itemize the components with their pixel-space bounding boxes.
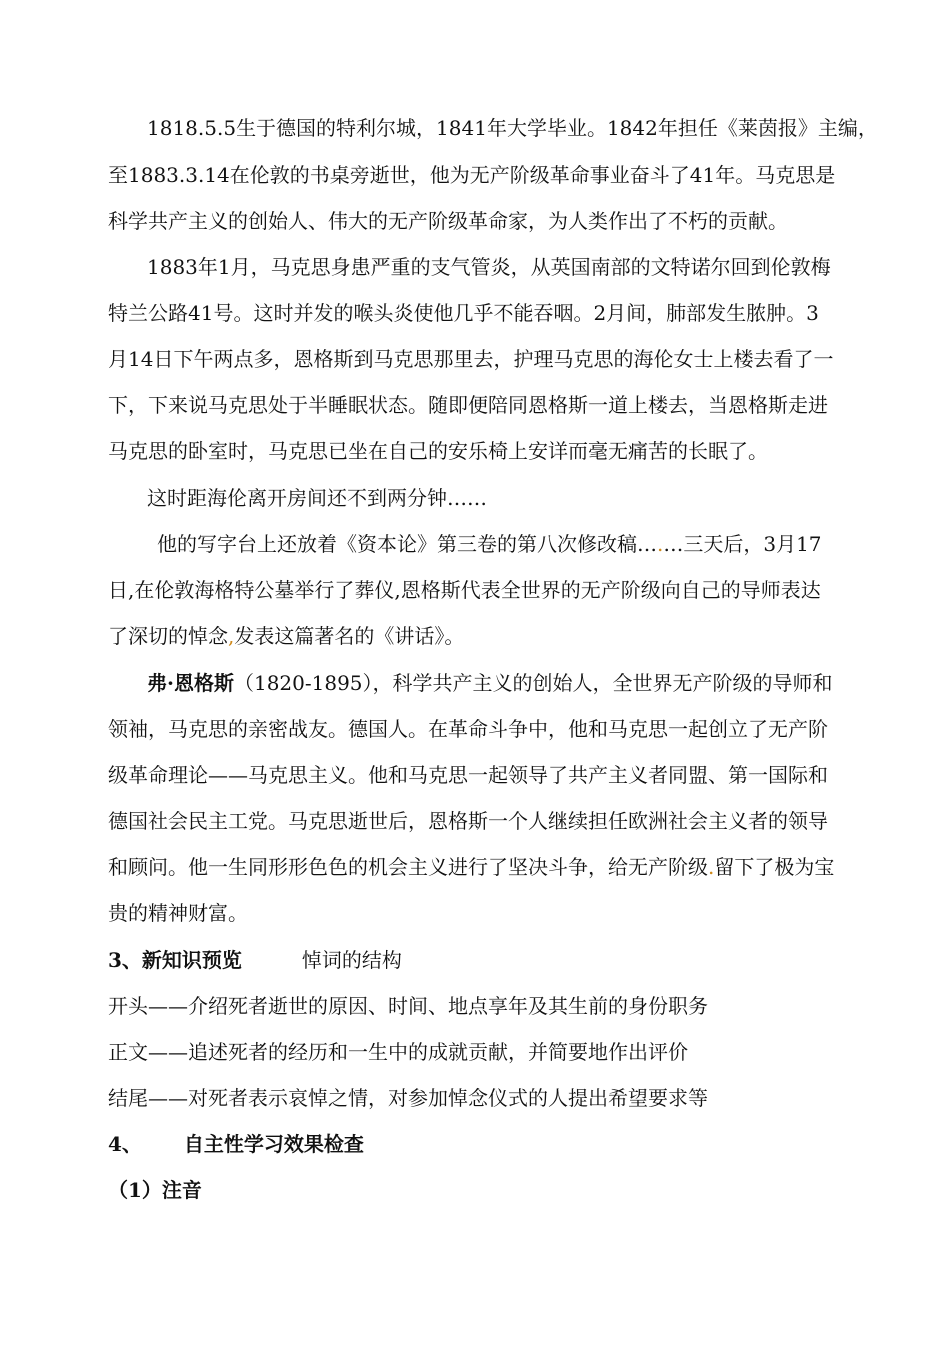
structure-item-body: 正文——追述死者的经历和一生中的成就贡献，并简要地作出评价	[108, 1040, 688, 1064]
paragraph-4-line-3-text-a: 了深切的悼念	[108, 624, 228, 648]
structure-item-opening: 开头——介绍死者逝世的原因、时间、地点享年及其生前的身份职务	[108, 994, 708, 1018]
paragraph-4-line-3-text-b: 发表这篇著名的《讲话》。	[234, 624, 465, 648]
paragraph-4-line-2: 日,在伦敦海格特公墓举行了葬仪,恩格斯代表全世界的无产阶级向自己的导师表达	[108, 578, 821, 602]
paragraph-4-line-3	[108, 622, 464, 650]
paragraph-3-line-1: 这时距海伦离开房间还不到两分钟……	[147, 486, 487, 510]
paragraph-4-line-1-text-b: …三天后，3月17	[663, 532, 822, 556]
paragraph-4-mark-1: .	[657, 532, 664, 556]
paragraph-5-line-3: 级革命理论——马克思主义。他和马克思一起领导了共产主义者同盟、第一国际和	[108, 763, 828, 787]
paragraph-2-line-4: 下，下来说马克思处于半睡眠状态。随即便陪同恩格斯一道上楼去，当恩格斯走进	[108, 393, 828, 417]
paragraph-4-line-1-text-a: 他的写字台上还放着《资本论》第三卷的第八次修改稿…	[157, 532, 657, 556]
section-4-subsection-1: （1）注音	[108, 1178, 202, 1202]
paragraph-5-line-1-text: （1820-1895），科学共产主义的创始人，全世界无产阶级的导师和	[233, 671, 833, 695]
paragraph-5-line-5-text-a: 和顾问。他一生同形形色色的机会主义进行了坚决斗争，给无产阶级	[108, 855, 708, 879]
paragraph-1-line-1: 1818.5.5生于德国的特利尔城，1841年大学毕业。1842年担任《莱茵报》主编，	[147, 116, 878, 140]
paragraph-5-line-5	[108, 853, 834, 881]
paragraph-5-mark: .	[708, 855, 715, 879]
paragraph-5-line-4: 德国社会民主工党。马克思逝世后，恩格斯一个人继续担任欧洲社会主义者的领导	[108, 809, 828, 833]
paragraph-1-line-2: 至1883.3.14在伦敦的书桌旁逝世，他为无产阶级革命事业奋斗了41年。马克思是	[108, 163, 836, 187]
section-4-header	[108, 1130, 364, 1158]
paragraph-2-line-3: 月14日下午两点多，恩格斯到马克思那里去，护理马克思的海伦女士上楼去看了一	[108, 347, 834, 371]
structure-item-ending: 结尾——对死者表示哀悼之情，对参加悼念仪式的人提出希望要求等	[108, 1086, 708, 1110]
section-3-subtitle: 悼词的结构	[301, 948, 402, 972]
section-4-heading: 自主性学习效果检查	[183, 1132, 364, 1156]
paragraph-5-line-1	[147, 669, 833, 697]
section-3-heading: 3、新知识预览	[108, 948, 242, 972]
engels-name: 弗·恩格斯	[147, 671, 234, 695]
section-3-header	[108, 946, 402, 974]
paragraph-5-line-2: 领袖，马克思的亲密战友。德国人。在革命斗争中，他和马克思一起创立了无产阶	[108, 717, 828, 741]
paragraph-2-line-5: 马克思的卧室时，马克思已坐在自己的安乐椅上安详而毫无痛苦的长眠了。	[108, 439, 768, 463]
paragraph-5-line-6: 贵的精神财富。	[108, 901, 248, 925]
paragraph-4-mark-2: ,	[228, 624, 235, 648]
paragraph-2-line-2: 特兰公路41号。这时并发的喉头炎使他几乎不能吞咽。2月间，肺部发生脓肿。3	[108, 301, 819, 325]
paragraph-2-line-1: 1883年1月，马克思身患严重的支气管炎，从英国南部的文特诺尔回到伦敦梅	[147, 255, 831, 279]
paragraph-5-line-5-text-b: 留下了极为宝	[714, 855, 835, 879]
paragraph-4-line-1	[157, 530, 822, 558]
section-4-number: 4、	[108, 1132, 142, 1156]
paragraph-1-line-3: 科学共产主义的创始人、伟大的无产阶级革命家，为人类作出了不朽的贡献。	[108, 209, 788, 233]
